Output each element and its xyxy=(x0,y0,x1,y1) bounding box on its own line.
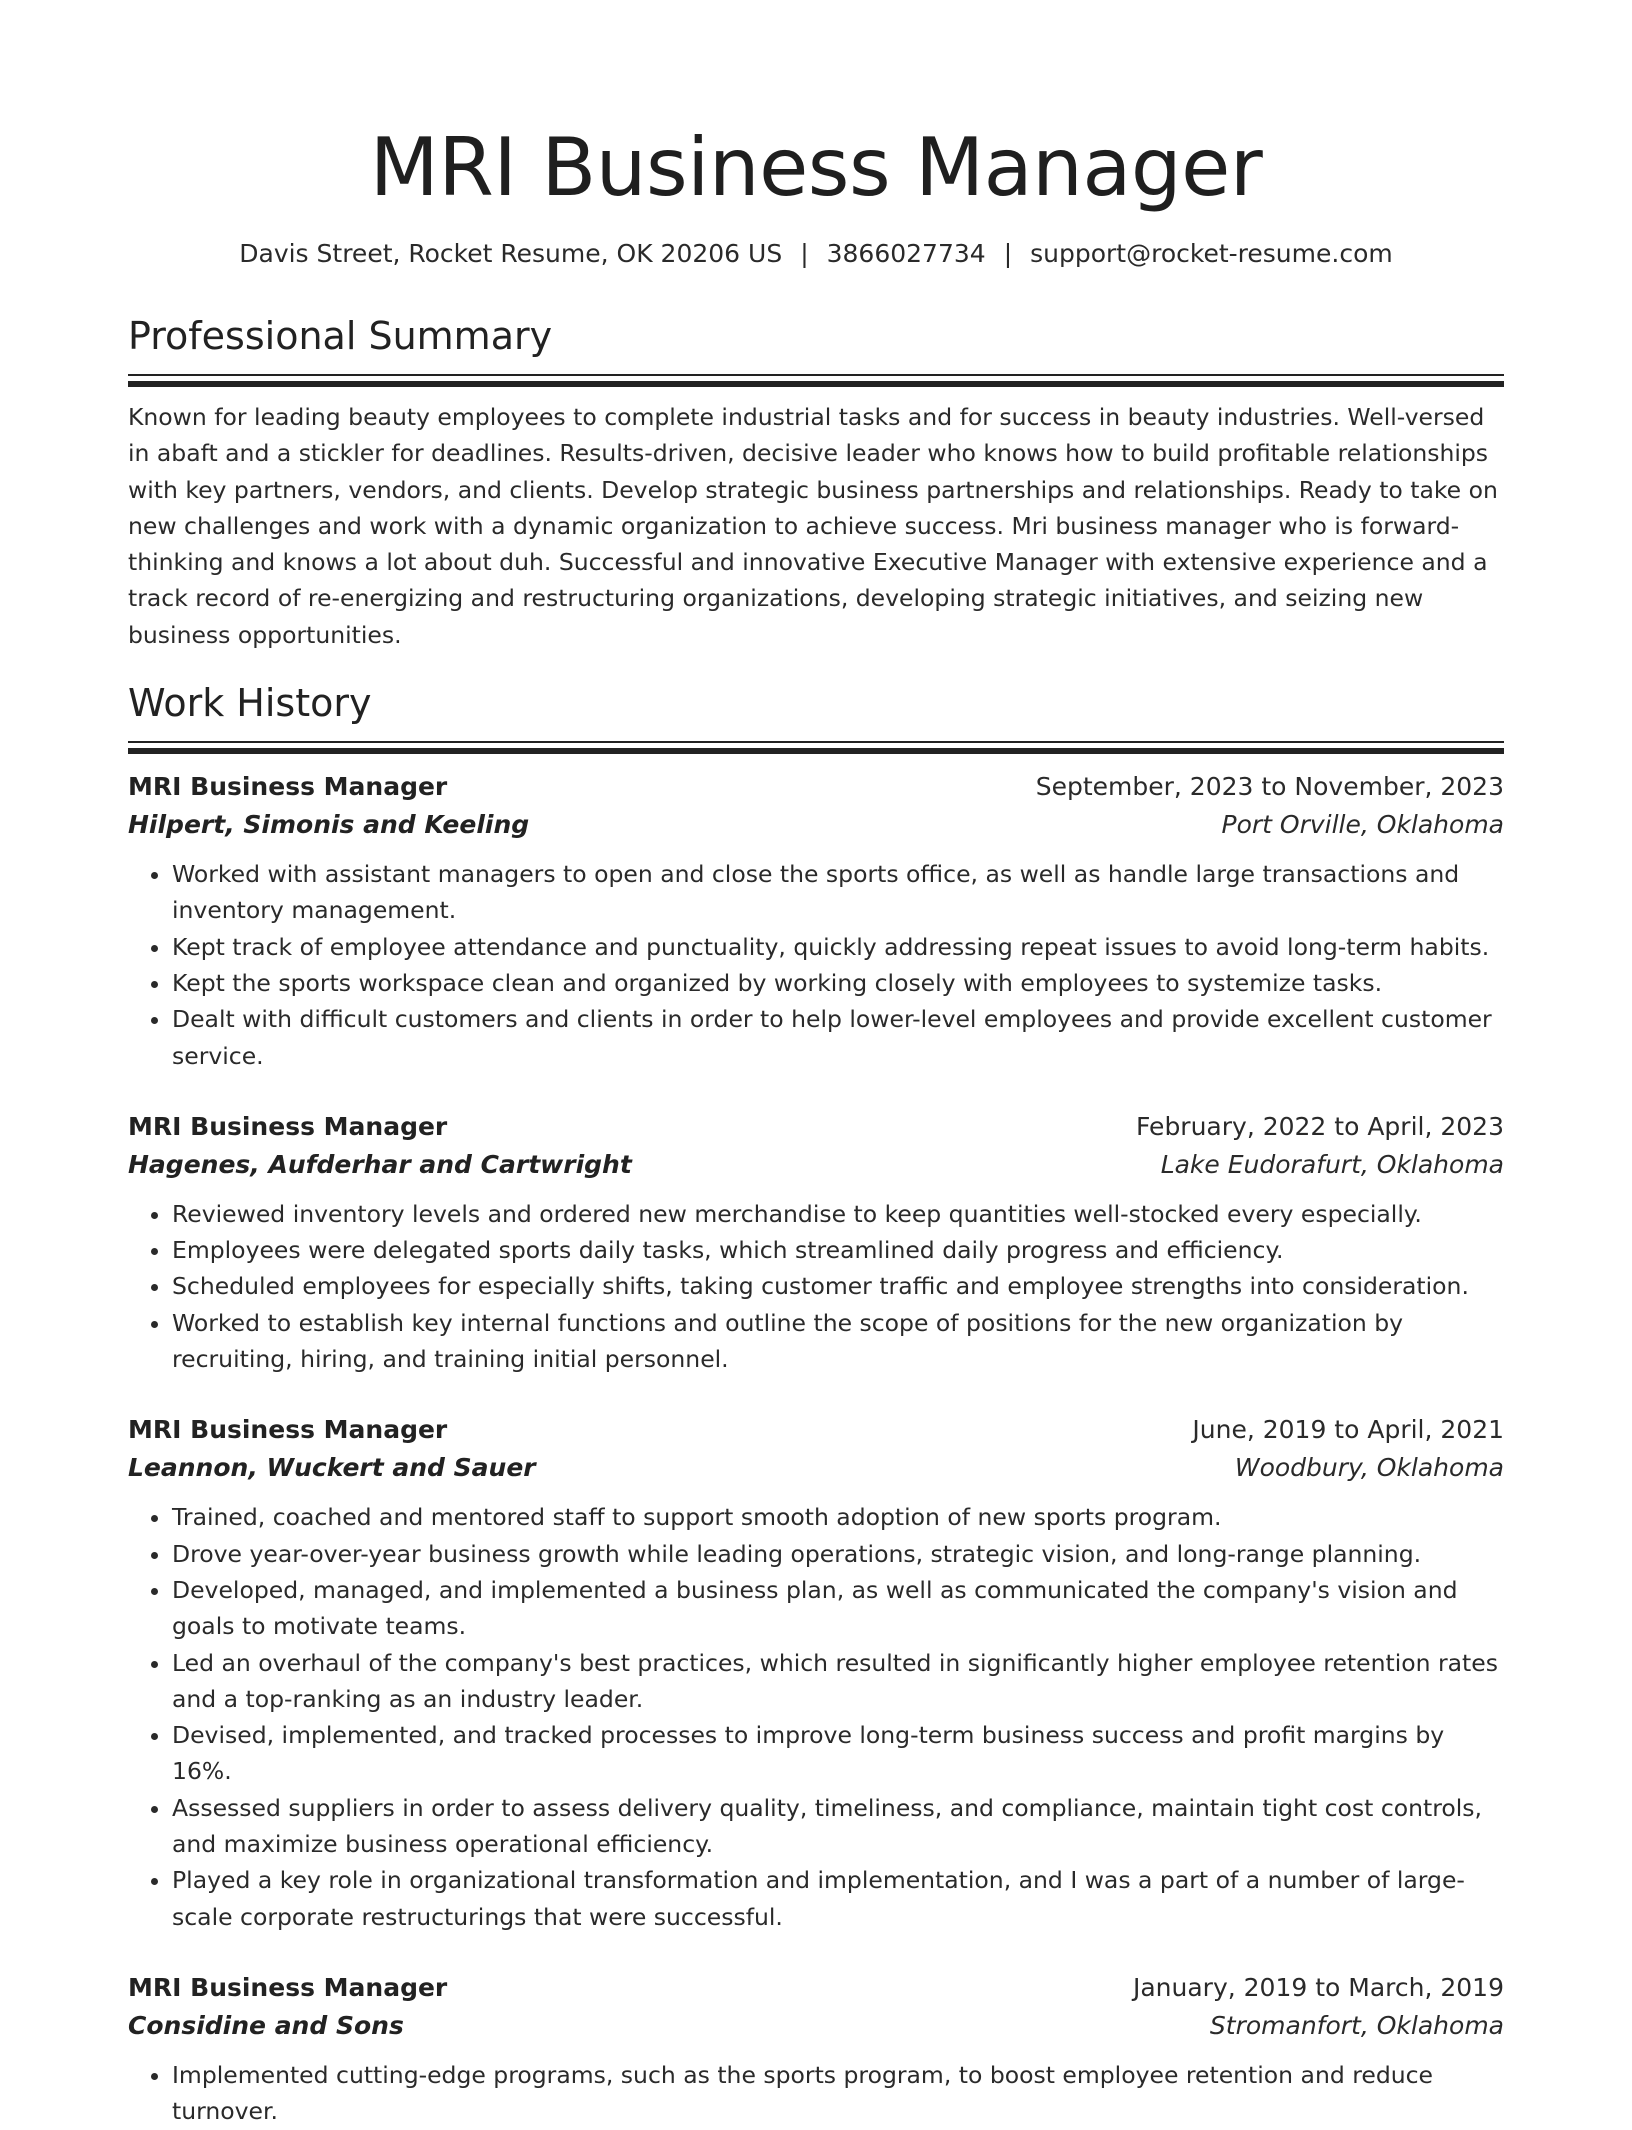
job-header-row xyxy=(128,1108,1504,1146)
job-title: MRI Business Manager xyxy=(128,1972,448,2002)
job-bullets xyxy=(128,856,1504,1074)
contact-separator: | xyxy=(1003,239,1013,268)
professional-summary-section xyxy=(128,312,1504,653)
work-history-section xyxy=(128,679,1504,2129)
job-bullet: • Worked with assistant managers to open and close the sports office, as well as handle large transactions and inventory management. xyxy=(172,856,1504,929)
job-header-row xyxy=(128,768,1504,806)
job-location: Stromanfort, Oklahoma xyxy=(1209,2010,1504,2040)
contact-line xyxy=(128,236,1504,272)
job-header-row xyxy=(128,1411,1504,1449)
contact-address: Davis Street, Rocket Resume, OK 20206 US xyxy=(239,239,783,268)
job-company: Considine and Sons xyxy=(128,2010,404,2040)
job-bullet: • Drove year-over-year business growth while leading operations, strategic vision, and long-range planning. xyxy=(172,1536,1504,1572)
contact-separator: | xyxy=(800,239,809,268)
job-location: Port Orville, Oklahoma xyxy=(1221,810,1504,840)
job-bullet: • Employees were delegated sports daily tasks, which streamlined daily progress and efficiency. xyxy=(172,1232,1504,1268)
contact-email: support@rocket-resume.com xyxy=(1030,239,1393,268)
job-bullet: • Scheduled employees for especially shifts, taking customer traffic and employee strengths into consideration. xyxy=(172,1268,1504,1304)
job-header-row xyxy=(128,1969,1504,2007)
job-dates: January, 2019 to March, 2019 xyxy=(1132,1972,1504,2002)
job-company: Leannon, Wuckert and Sauer xyxy=(128,1453,536,1483)
job-subheader-row xyxy=(128,1449,1504,1487)
contact-phone: 3866027734 xyxy=(826,239,986,268)
job-title: MRI Business Manager xyxy=(128,772,448,802)
job-subheader-row xyxy=(128,1146,1504,1184)
section-title: Professional Summary xyxy=(128,314,553,358)
job-bullet: • Kept track of employee attendance and punctuality, quickly addressing repeat issues to avoid long-term habits. xyxy=(172,929,1504,965)
job-title: MRI Business Manager xyxy=(128,1111,448,1141)
job-bullets xyxy=(128,2057,1504,2130)
job-bullets xyxy=(128,1196,1504,1377)
job-bullet: • Kept the sports workspace clean and organized by working closely with employees to systemize tasks. xyxy=(172,965,1504,1001)
job-entry xyxy=(128,1108,1504,1377)
job-bullet: • Played a key role in organizational transformation and implementation, and I was a part of a number of large-scale corporate restructurings that were successful. xyxy=(172,1862,1504,1935)
job-entry xyxy=(128,1969,1504,2130)
job-entry xyxy=(128,1411,1504,1935)
job-bullet: • Trained, coached and mentored staff to support smooth adoption of new sports program. xyxy=(172,1499,1504,1535)
job-bullet: • Dealt with difficult customers and clients in order to help lower-level employees and provide excellent customer service. xyxy=(172,1001,1504,1074)
section-title: Work History xyxy=(128,681,372,726)
job-entry xyxy=(128,768,1504,1074)
resume-page xyxy=(128,118,1504,2130)
job-dates: June, 2019 to April, 2021 xyxy=(1192,1415,1504,1445)
job-bullet: • Implemented cutting-edge programs, such as the sports program, to boost employee retention and reduce turnover. xyxy=(172,2057,1504,2130)
job-location: Lake Eudorafurt, Oklahoma xyxy=(1160,1149,1504,1179)
job-dates: February, 2022 to April, 2023 xyxy=(1136,1111,1504,1141)
job-bullet: • Led an overhaul of the company's best practices, which resulted in significantly higher employee retention rates and a top-ranking as an industry leader. xyxy=(172,1645,1504,1718)
job-bullet: • Assessed suppliers in order to assess delivery quality, timeliness, and compliance, maintain tight cost controls, and maximize business operational efficiency. xyxy=(172,1790,1504,1863)
job-bullet: • Devised, implemented, and tracked processes to improve long-term business success and profit margins by 16%. xyxy=(172,1717,1504,1790)
job-subheader-row xyxy=(128,2007,1504,2045)
job-company: Hagenes, Aufderhar and Cartwright xyxy=(128,1149,632,1179)
job-bullet: • Developed, managed, and implemented a business plan, as well as communicated the company's vision and goals to motivate teams. xyxy=(172,1572,1504,1645)
job-bullets xyxy=(128,1499,1504,1935)
section-divider xyxy=(128,374,1504,387)
job-subheader-row xyxy=(128,806,1504,844)
job-dates: September, 2023 to November, 2023 xyxy=(1035,772,1504,802)
job-bullet: • Worked to establish key internal functions and outline the scope of positions for the new organization by recruiting, hiring, and training initial personnel. xyxy=(172,1305,1504,1378)
job-title: MRI Business Manager xyxy=(128,1415,448,1445)
summary-text: Known for leading beauty employees to complete industrial tasks and for success in beauty industries. Well-versed in abaft and a stickler for deadlines. Results-driven, decisive leader who knows how to build profitable relationships with key partners, vendors, and clients. Develop strategic business partnerships and relationships. Ready to take on new challenges and work with a dynamic organization to achieve success. Mri business manager who is forward-thinking and knows a lot about duh. Successful and innovative Executive Manager with extensive experience and a track record of re-energizing and restructuring organizations, developing strategic initiatives, and seizing new business opportunities. xyxy=(128,403,1498,649)
job-bullet: • Reviewed inventory levels and ordered new merchandise to keep quantities well-stocked every especially. xyxy=(172,1196,1504,1232)
section-divider xyxy=(128,741,1504,754)
job-company: Hilpert, Simonis and Keeling xyxy=(128,810,530,840)
job-location: Woodbury, Oklahoma xyxy=(1234,1453,1504,1483)
candidate-name: MRI Business Manager xyxy=(369,121,1263,214)
